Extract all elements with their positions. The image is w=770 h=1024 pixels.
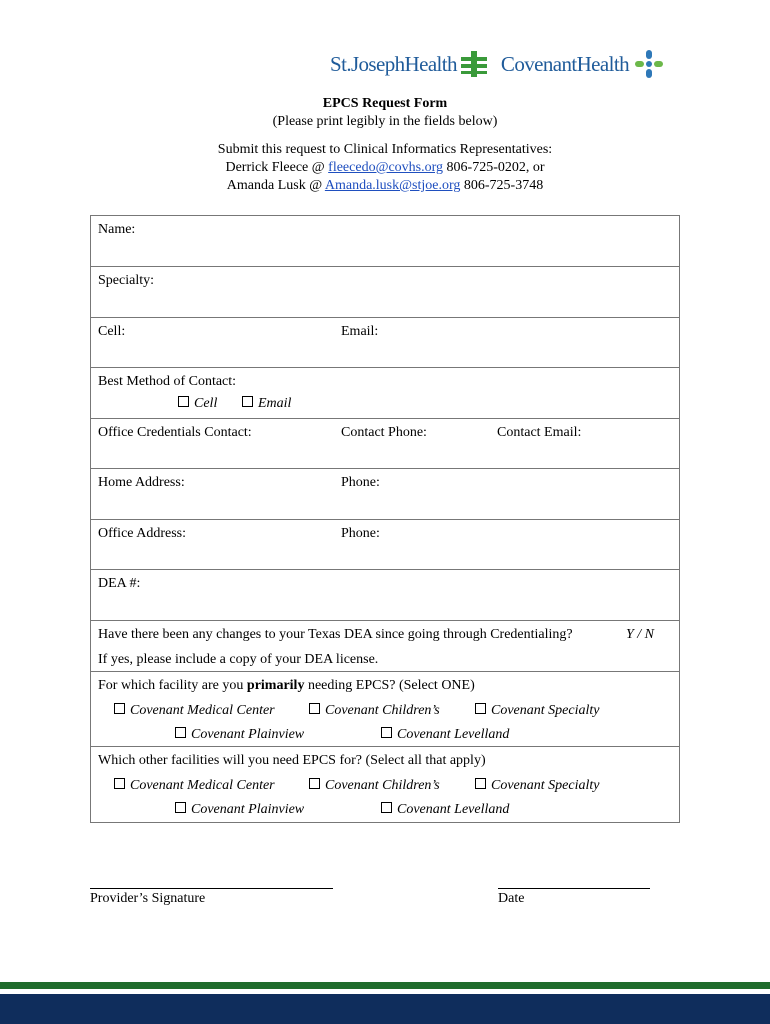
submit-instructions: Submit this request to Clinical Informatics Representatives: [217, 142, 553, 157]
cell-label: Cell: [98, 324, 126, 339]
checkbox-icon[interactable] [114, 778, 125, 789]
primary-facility-row [91, 672, 679, 747]
provider-signature-label: Provider’s Signature [90, 891, 206, 906]
other-option-childrens[interactable]: Covenant Children’s [309, 778, 440, 794]
office-contact-label: Office Credentials Contact: [98, 425, 252, 440]
cell-email-row[interactable] [91, 318, 679, 368]
request-form-table [90, 215, 680, 823]
primary-option-childrens[interactable]: Covenant Children’s [309, 703, 440, 719]
st-joseph-logo-text: St.JosephHealth [330, 51, 457, 76]
specialty-label: Specialty: [98, 273, 154, 288]
best-method-label: Best Method of Contact: [98, 374, 237, 389]
other-option-medical-center[interactable]: Covenant Medical Center [114, 778, 275, 794]
other-option-levelland[interactable]: Covenant Levelland [381, 802, 509, 818]
dea-changes-question: Have there been any changes to your Texas DEA since going through Credentialing? [98, 627, 573, 642]
form-header [0, 95, 770, 195]
date-line[interactable] [498, 888, 650, 889]
checkbox-icon[interactable] [309, 703, 320, 714]
contact-line-2 [0, 177, 770, 195]
checkbox-icon[interactable] [175, 802, 186, 813]
checkbox-icon[interactable] [242, 396, 253, 407]
dea-changes-row [91, 621, 679, 672]
contact-email-label: Contact Email: [497, 425, 582, 440]
dea-label: DEA #: [98, 576, 141, 591]
method-cell-option[interactable]: Cell [178, 396, 217, 412]
contact-phone-label: Contact Phone: [341, 425, 427, 440]
primary-option-levelland[interactable]: Covenant Levelland [381, 727, 509, 743]
email-label: Email: [341, 324, 379, 339]
checkbox-icon[interactable] [381, 802, 392, 813]
covenant-logo-text: CovenantHealth [500, 51, 629, 76]
best-method-row [91, 368, 679, 419]
checkbox-icon[interactable] [309, 778, 320, 789]
dea-copy-note: If yes, please include a copy of your DEA license. [98, 652, 379, 667]
primary-facility-question: For which facility are you primarily needing EPCS? (Select ONE) [98, 678, 475, 693]
other-facilities-row [91, 747, 679, 822]
date-label: Date [498, 891, 525, 906]
footer-navy-band [0, 994, 770, 1024]
covenant-emblem-icon [635, 50, 663, 78]
checkbox-icon[interactable] [114, 703, 125, 714]
checkbox-icon[interactable] [178, 396, 189, 407]
dea-yn-choice[interactable]: Y / N [626, 627, 655, 642]
home-phone-label: Phone: [341, 475, 380, 490]
contact-line-1 [0, 159, 770, 177]
contact2-phone: 806-725-3748 [460, 178, 544, 193]
specialty-row[interactable] [91, 267, 679, 318]
contact2-name: Amanda Lusk @ [226, 178, 325, 193]
dea-row[interactable] [91, 570, 679, 621]
primary-option-medical-center[interactable]: Covenant Medical Center [114, 703, 275, 719]
checkbox-icon[interactable] [475, 778, 486, 789]
contact2-email-link[interactable]: Amanda.lusk@stjoe.org [324, 178, 461, 193]
primary-option-plainview[interactable]: Covenant Plainview [175, 727, 304, 743]
office-contact-row[interactable] [91, 419, 679, 469]
other-option-specialty[interactable]: Covenant Specialty [475, 778, 599, 794]
checkbox-icon[interactable] [175, 727, 186, 738]
form-subtitle: (Please print legibly in the fields below) [272, 114, 498, 129]
logo-bar [330, 50, 663, 78]
st-joseph-cross-icon [461, 51, 487, 77]
office-address-row[interactable] [91, 520, 679, 570]
method-email-option[interactable]: Email [242, 396, 291, 412]
contact1-email-link[interactable]: fleecedo@covhs.org [328, 160, 444, 175]
provider-signature-line[interactable] [90, 888, 333, 889]
name-label: Name: [98, 222, 136, 237]
primary-option-specialty[interactable]: Covenant Specialty [475, 703, 599, 719]
office-address-label: Office Address: [98, 526, 186, 541]
contact1-phone: 806-725-0202, or [443, 160, 545, 175]
name-row[interactable] [91, 216, 679, 267]
contact1-name: Derrick Fleece @ [225, 160, 329, 175]
office-phone-label: Phone: [341, 526, 380, 541]
other-facilities-question: Which other facilities will you need EPCS for? (Select all that apply) [98, 753, 486, 768]
checkbox-icon[interactable] [475, 703, 486, 714]
checkbox-icon[interactable] [381, 727, 392, 738]
other-option-plainview[interactable]: Covenant Plainview [175, 802, 304, 818]
home-address-label: Home Address: [98, 475, 185, 490]
home-address-row[interactable] [91, 469, 679, 520]
form-title: EPCS Request Form [322, 96, 448, 111]
footer-green-band [0, 982, 770, 989]
